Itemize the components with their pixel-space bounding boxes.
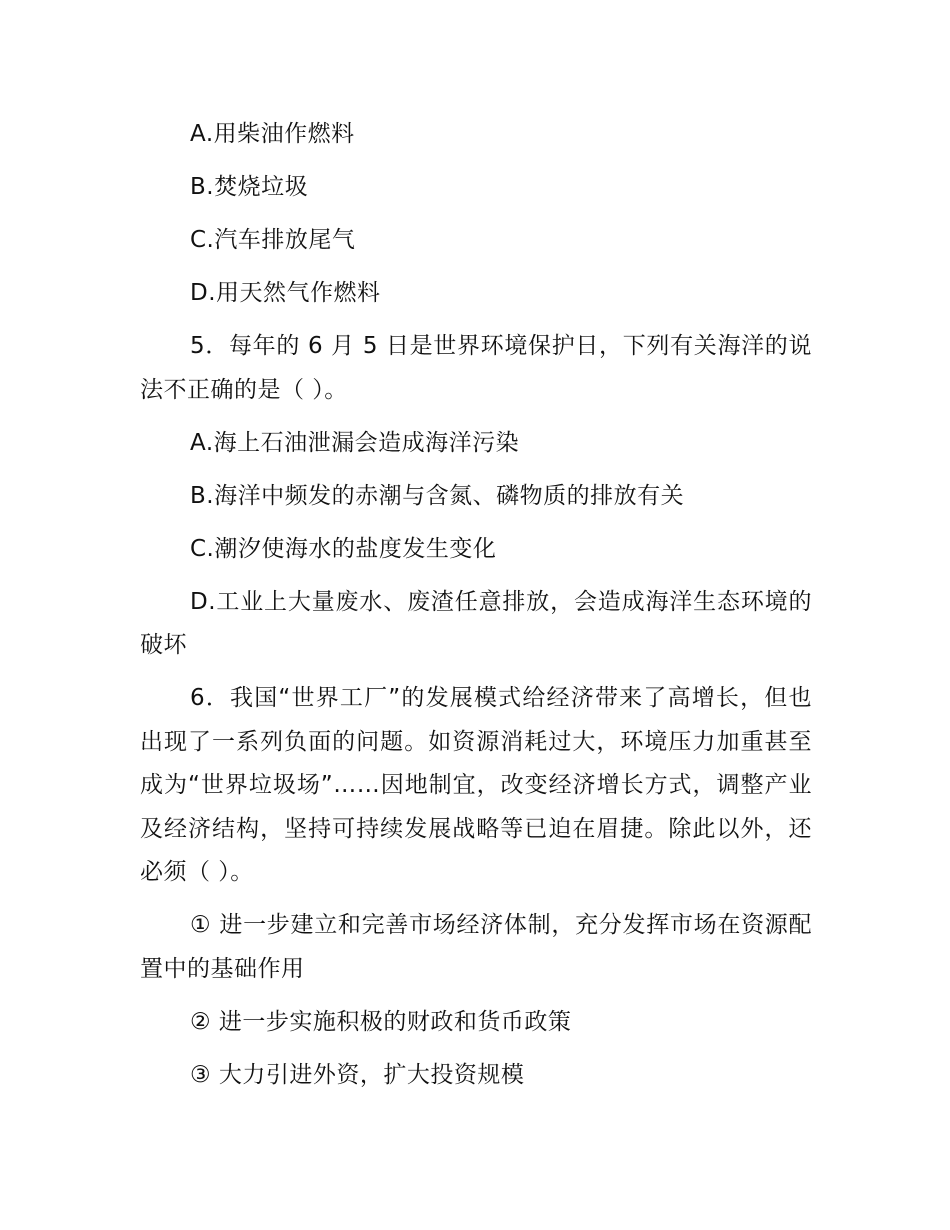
q5-option-b: B.海洋中频发的赤潮与含氮、磷物质的排放有关 (190, 482, 685, 509)
q5-option-d: D.工业上大量废水、废渣任意排放，会造成海洋生态环境的破坏 (140, 588, 812, 658)
q4-option-a: A.用柴油作燃料 (190, 121, 355, 147)
q4-option-b: B.焚烧垃圾 (190, 174, 309, 200)
q6-item-3: ③ 大力引进外资，扩大投资规模 (190, 1061, 525, 1088)
q5-option-a: A.海上石油泄漏会造成海洋污染 (190, 429, 520, 456)
q4-option-d: D.用天然气作燃料 (190, 280, 381, 306)
q5-option-c: C.潮汐使海水的盐度发生变化 (190, 535, 497, 562)
q5-stem: 5．每年的 6 月 5 日是世界环境保护日，下列有关海洋的说法不正确的是（ ）。 (140, 333, 812, 403)
q6-stem: 6．我国“世界工厂”的发展模式给经济带来了高增长，但也出现了一系列负面的问题。如资源消耗过大，环境压力加重甚至成为“世界垃圾场”……因地制宜，改变经济增长方式，调整产业及经济结构，坚持可持续发展战略等已迫在眉捷。除此以外，还必须（ ）。 (140, 685, 812, 885)
q6-item-2: ② 进一步实施积极的财政和货币政策 (190, 1008, 572, 1035)
q6-item-1: ① 进一步建立和完善市场经济体制，充分发挥市场在资源配置中的基础作用 (140, 912, 812, 982)
document-page (140, 113, 812, 1107)
q4-option-c: C.汽车排放尾气 (190, 227, 356, 253)
